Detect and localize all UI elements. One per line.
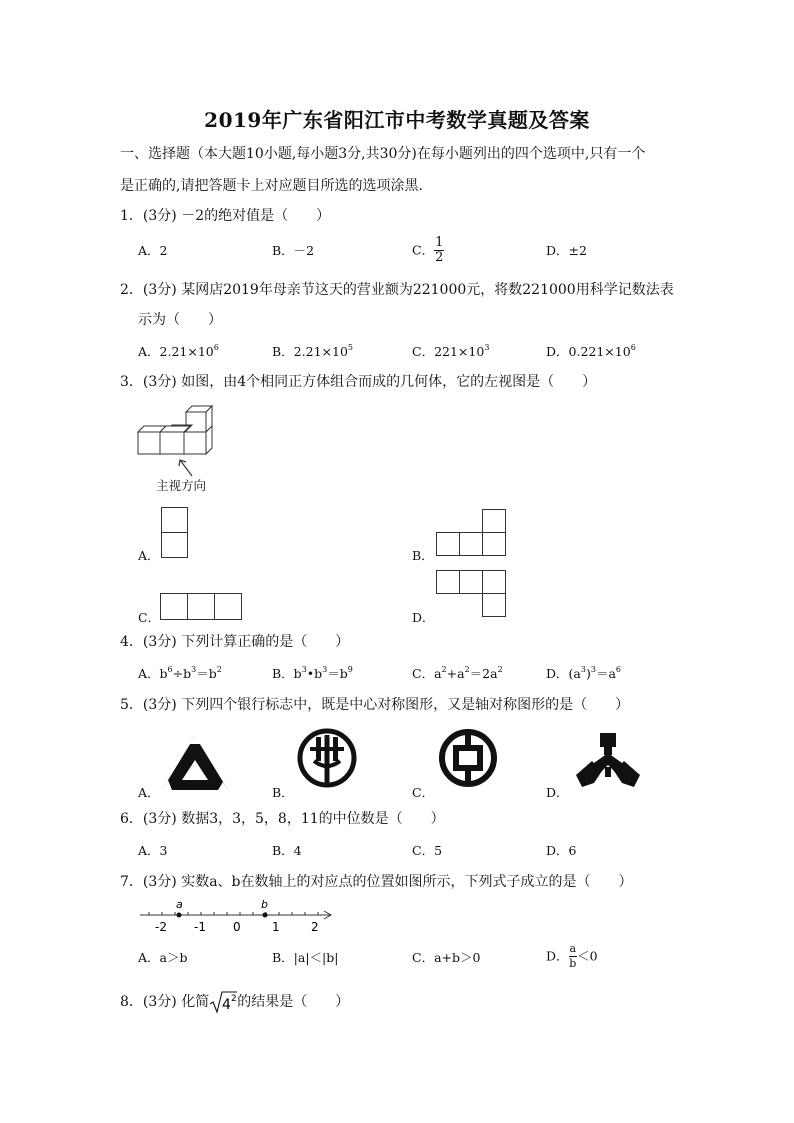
q3-cube-solid-figure [136,404,226,460]
q7-tick-label: 2 [311,920,319,934]
q5-option-d-bank-logo[interactable] [572,731,644,793]
q4-b-part1: B．b [272,666,302,681]
q3-view-direction-caption: 主视方向 [156,478,207,493]
fraction-numerator: 1 [435,235,444,250]
q5-option-b[interactable]: B． [272,785,294,800]
q4-a-exp3: 2 [216,665,222,674]
q6-stem: 6．(3分) 数据3，3，5，8，11的中位数是（ ） [120,811,445,827]
q7-point-b-dot [263,913,268,918]
q5-option-c-bank-logo[interactable] [437,727,499,789]
q3-option-b[interactable]: B． [412,548,434,563]
q4-option-d[interactable] [546,665,621,683]
q4-c-exp1: 2 [441,665,447,674]
q7-option-d-prefix: D． [546,948,569,964]
q4-d-part3: ＝a [595,666,616,681]
q7-tick-label: 1 [272,920,280,934]
q2-option-c-base: C．221×10 [412,344,485,359]
q4-option-a[interactable] [138,665,222,683]
fraction-numerator: a [569,942,577,955]
q8-stem-suffix: 的结果是（ ） [237,994,350,1010]
section-instructions-line1: 一、选择题（本大题10小题,每小题3分,共30分)在每小题列出的四个选项中,只有一个 [120,146,646,162]
q6-option-b[interactable]: B．4 [272,843,302,858]
q2-option-a-base: A．2.21×10 [138,344,214,359]
q1-option-c[interactable] [412,236,444,265]
q3-option-a-figure[interactable] [161,507,189,559]
fraction-denominator: 2 [435,250,444,265]
radical-sign-icon [209,990,237,1014]
q7-option-c[interactable]: C．a+b＞0 [412,950,481,965]
q7-option-d-fraction [569,942,578,971]
q5-option-b-bank-logo[interactable] [296,727,358,789]
q4-b-part3: ＝b [327,666,348,681]
page-title: 2019年广东省阳江市中考数学真题及答案 [204,108,590,132]
q1-option-c-fraction [434,236,444,265]
q2-option-d-exponent: 6 [630,343,636,352]
q2-stem-line2: 示为（ ） [138,312,222,328]
svg-text:2: 2 [231,994,237,1004]
q8-stem-prefix: 8．(3分) 化简 [120,994,210,1010]
q6-option-a[interactable]: A．3 [138,843,168,858]
q5-option-a-bank-logo[interactable] [160,734,230,792]
q3-view-direction-arrow [174,454,198,478]
fraction-denominator: b [569,957,577,970]
q4-a-part3: ＝b [196,666,217,681]
q5-option-a[interactable]: A． [138,785,160,800]
q2-option-b[interactable] [272,343,353,361]
q2-option-a-exponent: 6 [213,343,219,352]
q4-stem: 4．(3分) 下列计算正确的是（ ） [120,634,350,650]
q4-b-part2: •b [306,666,323,681]
q2-option-d[interactable] [546,343,636,361]
q7-tick-label: -1 [194,920,206,934]
q4-d-exp3: 6 [615,665,621,674]
q7-option-d-suffix: ＜0 [577,948,598,964]
q4-d-exp2: 3 [590,665,596,674]
q3-option-d-figure[interactable] [436,570,508,618]
q4-b-exp2: 3 [322,665,328,674]
q4-a-part1: A．b [138,666,168,681]
q2-option-c-exponent: 3 [484,343,490,352]
q5-option-d[interactable]: D． [546,785,569,800]
q4-c-part2: +a [446,666,465,681]
q7-option-a[interactable]: A．a＞b [138,950,188,965]
q1-stem: 1．(3分) －2的绝对值是（ ） [120,208,331,224]
q2-option-d-base: D．0.221×10 [546,344,631,359]
q3-option-b-figure[interactable] [436,509,508,557]
q2-stem-line1: 2．(3分) 某网店2019年母亲节这天的营业额为221000元，将数221000用科学记数法表 [120,282,674,298]
q2-option-a[interactable] [138,343,219,361]
q4-a-part2: ÷b [172,666,192,681]
q6-option-d[interactable]: D．6 [546,843,577,858]
q3-option-c[interactable]: C． [138,610,161,625]
q8-stem [120,990,349,1014]
q4-option-c[interactable] [412,665,503,683]
q4-c-part3: ＝2a [469,666,498,681]
q4-b-exp1: 3 [301,665,307,674]
q7-point-a-label: a [176,898,183,911]
q4-d-part1: D．(a [546,666,581,681]
q5-option-c[interactable]: C． [412,785,435,800]
q1-option-c-prefix: C． [412,242,435,258]
q6-option-c[interactable]: C．5 [412,843,443,858]
q7-stem: 7．(3分) 实数a、b在数轴上的对应点的位置如图所示，下列式子成立的是（ ） [120,874,633,890]
q2-option-b-exponent: 5 [347,343,353,352]
q8-square-root [209,990,237,1014]
q1-option-b[interactable]: B．－2 [272,243,315,258]
section-instructions-line2: 是正确的,请把答题卡上对应题目所选的选项涂黑. [120,178,423,194]
q3-option-d[interactable]: D． [412,610,435,625]
q4-d-part2: ) [585,666,591,681]
q2-option-c[interactable] [412,343,489,361]
q2-option-b-base: B．2.21×10 [272,344,348,359]
q7-tick-label: 0 [233,920,241,934]
q7-option-d[interactable] [546,942,598,971]
q4-b-exp3: 9 [347,665,353,674]
q3-stem: 3．(3分) 如图，由4个相同正方体组合而成的几何体，它的左视图是（ ） [120,374,597,390]
q4-a-exp1: 6 [167,665,173,674]
q4-option-b[interactable] [272,665,353,683]
q7-point-b-label: b [261,898,268,911]
q5-stem: 5．(3分) 下列四个银行标志中，既是中心对称图形，又是轴对称图形的是（ ） [120,697,630,713]
q7-option-b[interactable]: B．|a|＜|b| [272,950,339,965]
q1-option-d[interactable]: D．±2 [546,243,587,258]
q7-number-line [138,898,338,938]
svg-text:4: 4 [222,997,232,1013]
q4-c-exp2: 2 [464,665,470,674]
q4-a-exp2: 3 [191,665,197,674]
q7-tick-label: -2 [155,920,167,934]
q1-option-a[interactable]: A．2 [138,243,168,258]
q3-option-c-figure[interactable] [160,593,244,621]
q7-point-a-dot [177,913,182,918]
q4-d-exp1: 3 [580,665,586,674]
q4-c-part1: C．a [412,666,442,681]
q4-c-exp3: 2 [497,665,503,674]
q3-option-a[interactable]: A． [138,548,160,563]
